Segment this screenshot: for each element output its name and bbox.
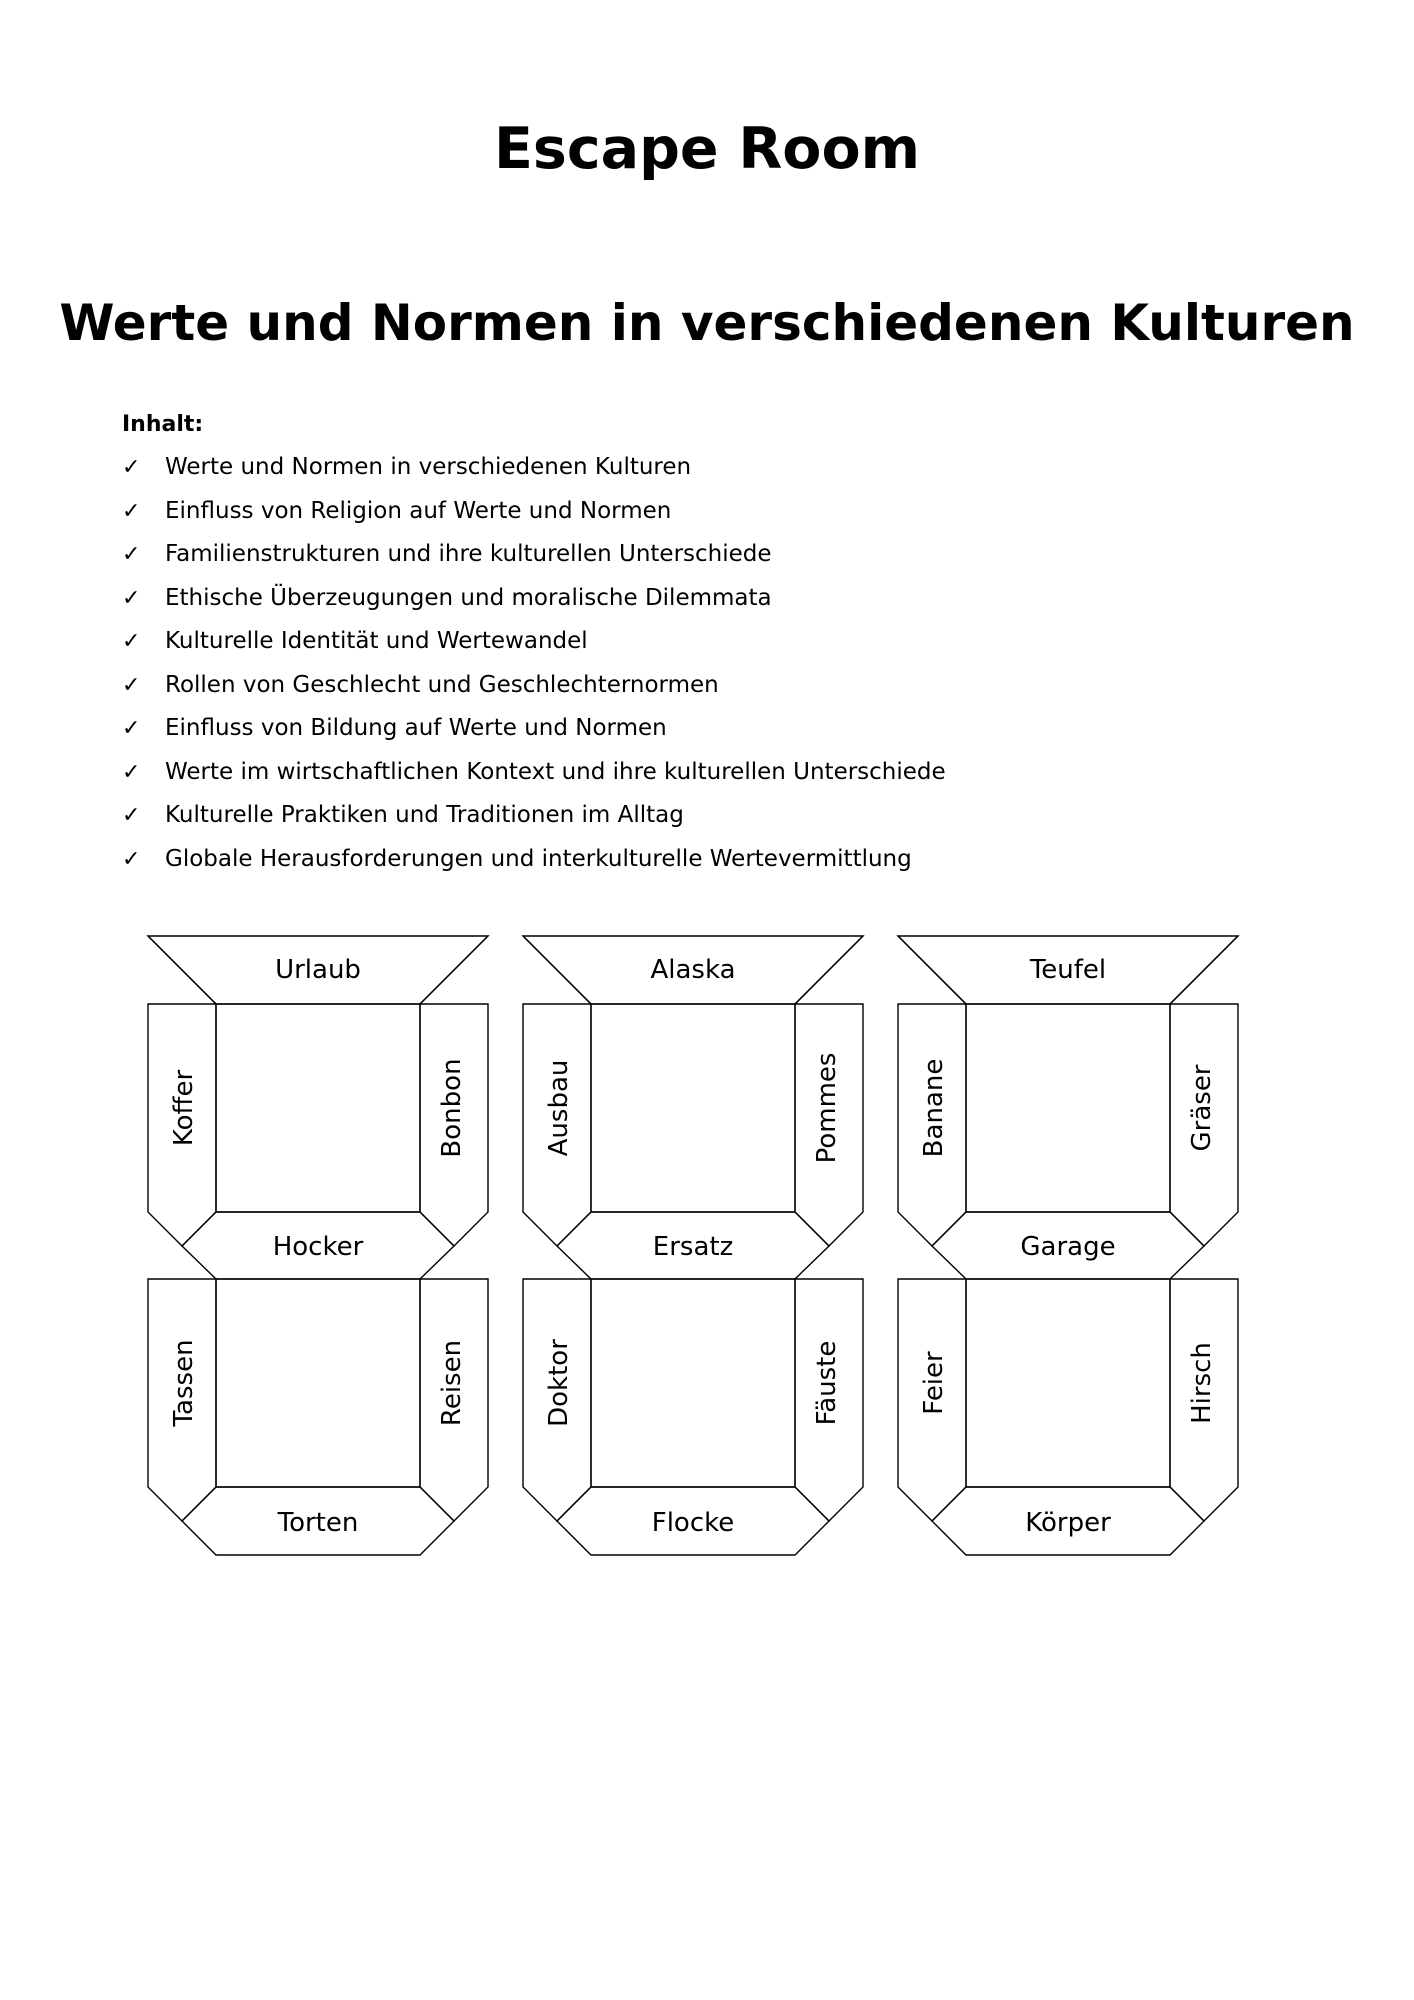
check-icon: ✓ xyxy=(122,672,141,698)
segment-label-upper-left: Koffer xyxy=(169,1069,199,1147)
check-icon: ✓ xyxy=(122,455,141,480)
segment-label-lower-right: Fäuste xyxy=(812,1340,842,1426)
corner-line xyxy=(420,936,488,1004)
list-item-text: Familienstrukturen und ihre kulturellen Unterschiede xyxy=(165,541,772,567)
segment-label-lower-left: Feier xyxy=(919,1351,949,1415)
lower-box xyxy=(216,1279,420,1487)
segment-labels-1 xyxy=(169,955,467,1538)
segment-label-lower-left: Tassen xyxy=(169,1339,199,1427)
list-item-text: Kulturelle Identität und Wertewandel xyxy=(165,628,588,654)
segment-label-upper-right: Gräser xyxy=(1187,1064,1217,1152)
segment-label-top: Urlaub xyxy=(275,955,361,985)
check-icon: ✓ xyxy=(122,585,141,611)
segment-label-lower-left: Doktor xyxy=(544,1339,574,1427)
segment-labels-3 xyxy=(919,955,1217,1538)
corner-line xyxy=(898,936,966,1004)
upper-box xyxy=(591,1004,795,1212)
segment-label-middle: Garage xyxy=(1020,1232,1116,1262)
segment-label-middle: Ersatz xyxy=(652,1232,734,1262)
check-icon: ✓ xyxy=(122,542,141,567)
lower-box xyxy=(591,1279,795,1487)
check-icon: ✓ xyxy=(122,498,141,524)
corner-line xyxy=(1170,936,1238,1004)
list-item-text: Kulturelle Praktiken und Traditionen im Alltag xyxy=(165,802,684,828)
page-title: Escape Room xyxy=(493,116,921,182)
check-icon: ✓ xyxy=(122,716,141,741)
segment-label-bottom: Torten xyxy=(277,1508,359,1538)
segment-label-upper-left: Banane xyxy=(919,1058,949,1158)
page-subtitle: Werte und Normen in verschiedenen Kulturen xyxy=(59,294,1355,352)
check-icon: ✓ xyxy=(122,803,141,828)
segment-label-bottom: Flocke xyxy=(651,1508,735,1538)
lower-box xyxy=(966,1279,1170,1487)
list-item-text: Einfluss von Religion auf Werte und Normen xyxy=(165,497,672,524)
corner-line xyxy=(148,936,216,1004)
list-item-text: Einfluss von Bildung auf Werte und Normen xyxy=(165,715,667,741)
segment-label-middle: Hocker xyxy=(272,1232,364,1262)
segment-label-lower-right: Hirsch xyxy=(1187,1342,1217,1424)
list-item-text: Globale Herausforderungen und interkulturelle Wertevermittlung xyxy=(165,845,912,872)
check-icon: ✓ xyxy=(122,846,141,872)
check-icon: ✓ xyxy=(122,759,141,785)
segment-label-upper-left: Ausbau xyxy=(544,1059,574,1157)
segment-labels-2 xyxy=(544,955,842,1538)
upper-box xyxy=(216,1004,420,1212)
segment-label-top: Alaska xyxy=(650,955,736,985)
segment-label-upper-right: Bonbon xyxy=(437,1058,467,1158)
list-item-text: Werte im wirtschaftlichen Kontext und ihre kulturellen Unterschiede xyxy=(165,758,946,785)
check-icon: ✓ xyxy=(122,629,141,654)
segment-label-top: Teufel xyxy=(1029,955,1107,985)
list-item-text: Ethische Überzeugungen und moralische Dilemmata xyxy=(165,584,772,611)
segment-label-lower-right: Reisen xyxy=(437,1339,467,1427)
list-item-text: Werte und Normen in verschiedenen Kulturen xyxy=(165,454,692,480)
corner-line xyxy=(795,936,863,1004)
segment-label-bottom: Körper xyxy=(1025,1508,1111,1538)
upper-box xyxy=(966,1004,1170,1212)
segment-label-upper-right: Pommes xyxy=(812,1052,842,1164)
corner-line xyxy=(523,936,591,1004)
list-item-text: Rollen von Geschlecht und Geschlechternormen xyxy=(165,671,719,698)
content-heading: Inhalt: xyxy=(122,412,204,437)
